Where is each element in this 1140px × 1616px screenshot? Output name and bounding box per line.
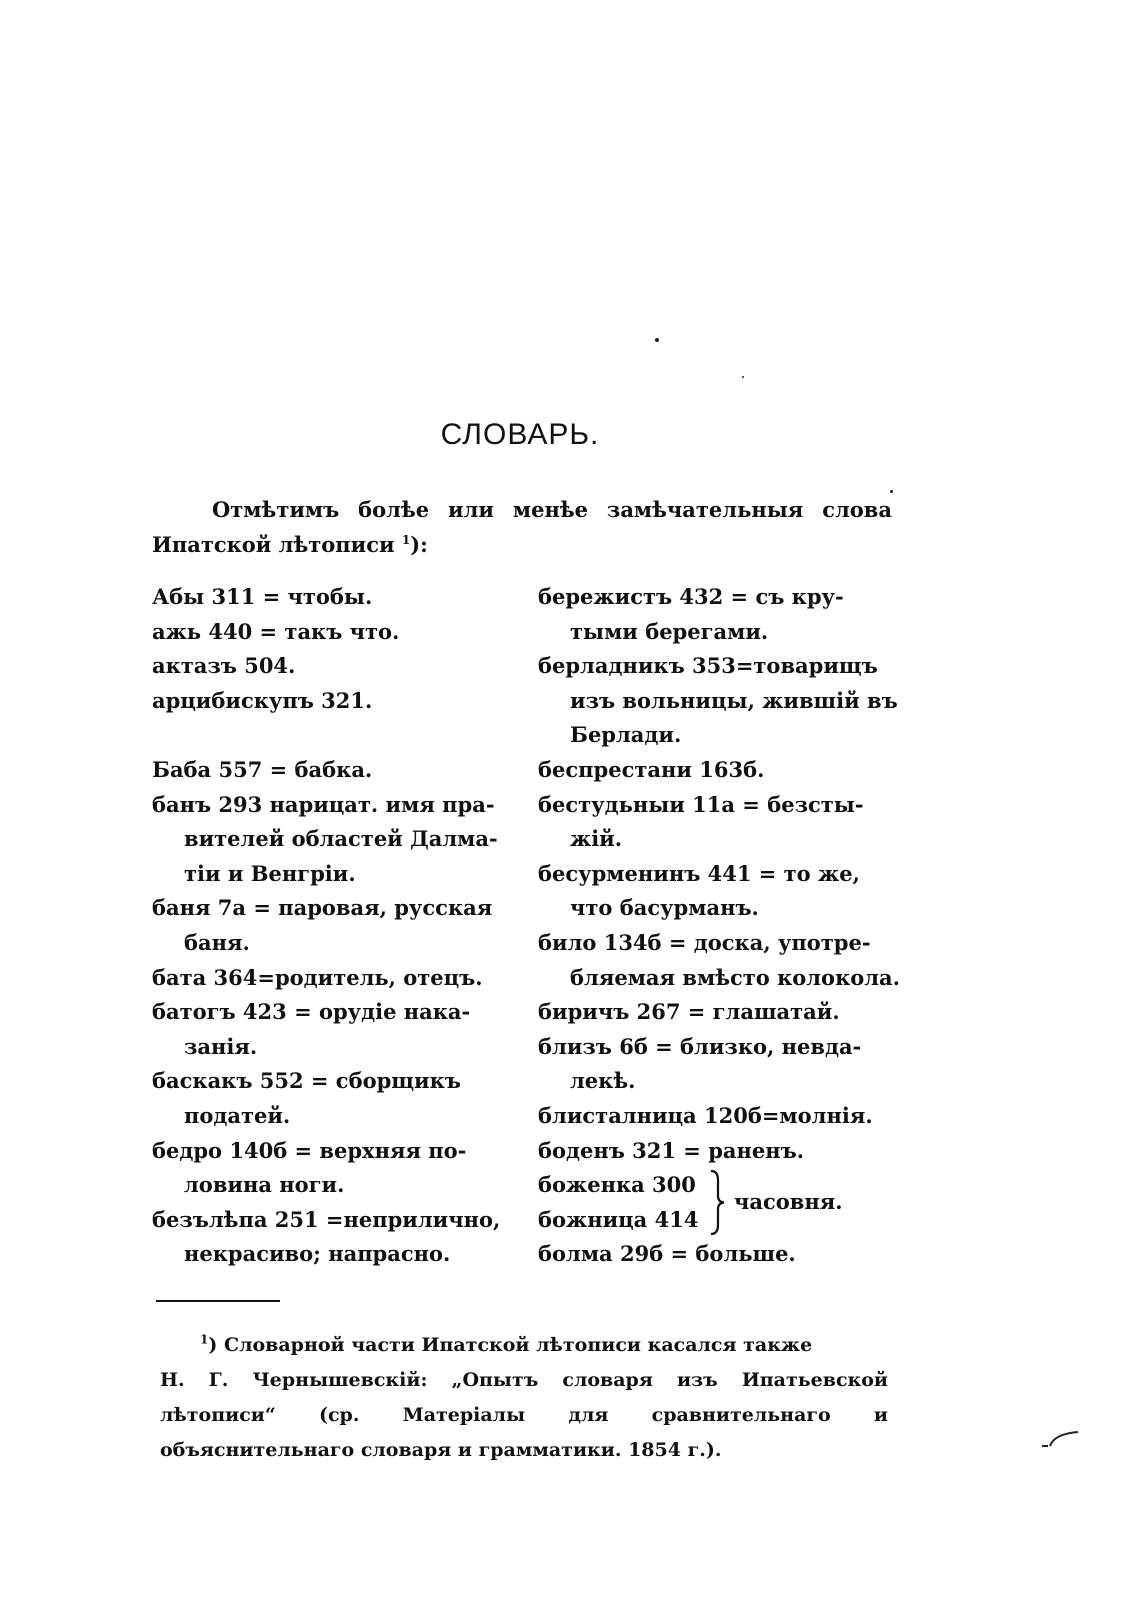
dictionary-entry: Абы 311 = чтобы. [152, 584, 373, 609]
dictionary-entry: беспрестани 163б. [538, 756, 765, 782]
dictionary-entry: ловина ноги. [184, 1172, 345, 1198]
dictionary-entry: актазъ 504. [152, 653, 296, 679]
footnote-line-1 [160, 1328, 888, 1363]
dictionary-entry: бедро 140б = верхняя по- [152, 1137, 467, 1163]
brace-definition: часовня. [734, 1189, 843, 1215]
dictionary-entry: боженка 300 [538, 1172, 696, 1198]
dictionary-entry: изъ вольницы, жившій въ [570, 687, 898, 713]
dictionary-entry: баскакъ 552 = сборщикъ [152, 1068, 461, 1094]
dictionary-entry: близъ 6б = близко, невда- [538, 1033, 862, 1059]
dictionary-entry: Берлади. [570, 722, 682, 748]
dictionary-entry: батогъ 423 = орудіе нака- [152, 999, 471, 1025]
right-column [538, 580, 898, 1272]
dictionary-entry: бляемая вмѣсто колокола. [570, 964, 900, 990]
dictionary-entry: некрасиво; напрасно. [184, 1241, 451, 1267]
intro-paragraph [152, 492, 892, 562]
dictionary-entry: биричъ 267 = глашатай. [538, 999, 840, 1025]
print-speck [655, 338, 659, 342]
footnote-text: Н. Г. Чернышевскій: „Опытъ словаря изъ Ипатьевской лѣтописи“ (ср. Матеріалы для сравнительнаго и объяснительнаго словаря и грамматики. 1854 г.). [160, 1369, 888, 1461]
print-speck [742, 376, 744, 378]
dictionary-entry: баня 7а = паровая, русская [152, 895, 493, 921]
intro-line-2-end: ): [410, 532, 428, 557]
dictionary-entry: арцибискупъ 321. [152, 687, 373, 713]
brace-entry-group [538, 1168, 898, 1237]
dictionary-entry: болма 29б = больше. [538, 1241, 796, 1267]
dictionary-entry: жій. [570, 826, 623, 852]
dictionary-entry: божница 414 [538, 1206, 699, 1232]
page-title: СЛОВАРЬ. [440, 418, 600, 451]
dictionary-entry: занія. [184, 1033, 258, 1059]
dictionary-entry: Баба 557 = бабка. [152, 756, 373, 782]
dictionary-entry: бережистъ 432 = съ кру- [538, 584, 844, 609]
footnote-mark: 1 [200, 1332, 209, 1347]
dictionary-entry: податей. [184, 1102, 291, 1128]
footnote-reference: 1 [401, 533, 411, 547]
intro-line-1: Отмѣтимъ болѣе или менѣе замѣчательныя слова [212, 497, 892, 522]
dictionary-entry: вителей областей Далма- [184, 826, 498, 852]
margin-mark-icon [1038, 1428, 1086, 1450]
left-column [152, 580, 512, 1272]
dictionary-entry: что басурманъ. [570, 895, 759, 921]
right-column-entries [538, 580, 898, 1168]
dictionary-entry: блисталница 120б=молнія. [538, 1102, 873, 1128]
footnote-separator [156, 1300, 280, 1302]
dictionary-entry: бестудьныи 11а = безсты- [538, 791, 864, 817]
dictionary-entry: безълѣпа 251 =неприлично, [152, 1206, 501, 1232]
intro-line-2-text: Ипатской лѣтописи [152, 532, 395, 557]
dictionary-entry: банъ 293 нарицат. имя пра- [152, 791, 495, 817]
intro-line-2 [152, 527, 892, 562]
footnote [160, 1328, 888, 1468]
dictionary-entry: ажь 440 = такъ что. [152, 618, 400, 644]
dictionary-entry: боденъ 321 = раненъ. [538, 1137, 805, 1163]
footnote-line-1-text: ) Словарной части Ипатской лѣтописи касался также [208, 1334, 813, 1356]
dictionary-entry: лекѣ. [570, 1068, 636, 1094]
dictionary-entry: било 134б = доска, употре- [538, 929, 871, 955]
dictionary-entry: тыми берегами. [570, 618, 769, 644]
dictionary-entry: бата 364=родитель, отецъ. [152, 964, 483, 990]
section-gap [152, 718, 512, 753]
dictionary-entry: берладникъ 353=товарищъ [538, 653, 878, 679]
dictionary-entry: тіи и Венгріи. [184, 860, 356, 886]
curly-brace-icon [708, 1168, 728, 1237]
dictionary-entry: баня. [184, 929, 250, 955]
dictionary-entry: бесурменинъ 441 = то же, [538, 860, 860, 886]
